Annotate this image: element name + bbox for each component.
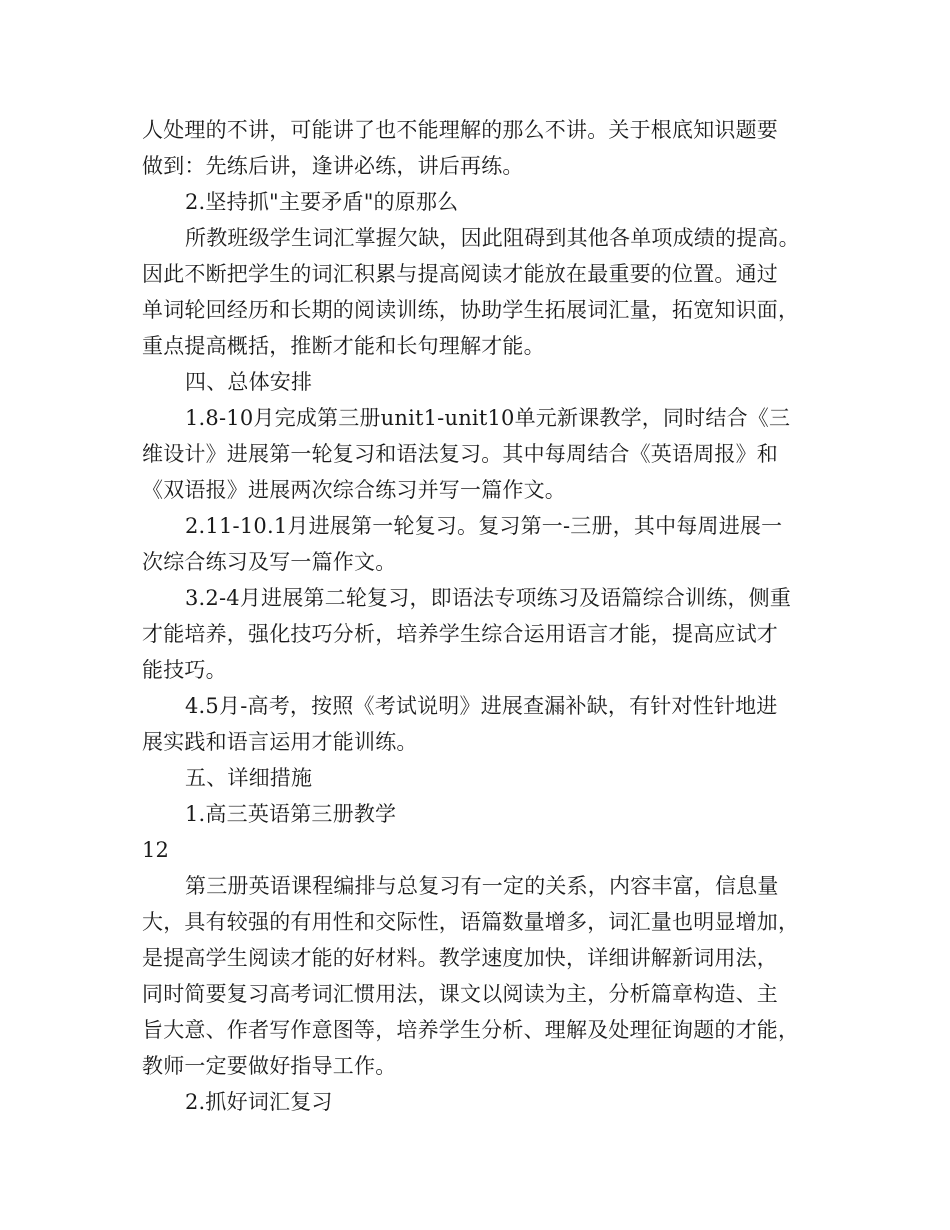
text-line: 4.5月-高考，按照《考试说明》进展查漏补缺，有针对性针地进 xyxy=(185,694,778,718)
text-line: 《双语报》进展两次综合练习并写一篇作文。 xyxy=(142,478,566,502)
section-heading: 2.抓好词汇复习 xyxy=(185,1090,333,1114)
text-line: 1.8-10月完成第三册unit1-unit10单元新课教学，同时结合《三 xyxy=(185,406,791,430)
text-line: 旨大意、作者写作意图等，培养学生分析、理解及处理征询题的才能， xyxy=(142,1018,800,1042)
text-line: 维设计》进展第一轮复习和语法复习。其中每周结合《英语周报》和 xyxy=(142,442,778,466)
text-line: 做到：先练后讲，逢讲必练，讲后再练。 xyxy=(142,154,524,178)
text-line: 才能培养，强化技巧分析，培养学生综合运用语言才能，提高应试才 xyxy=(142,622,778,646)
page-number: 12 xyxy=(142,838,170,862)
text-line: 大，具有较强的有用性和交际性，语篇数量增多，词汇量也明显增加， xyxy=(142,910,800,934)
text-line: 次综合练习及写一篇作文。 xyxy=(142,550,397,574)
text-line: 同时简要复习高考词汇惯用法，课文以阅读为主，分析篇章构造、主 xyxy=(142,982,778,1006)
text-line: 能技巧。 xyxy=(142,658,227,682)
text-line: 展实践和语言运用才能训练。 xyxy=(142,730,418,754)
text-line: 2.11-10.1月进展第一轮复习。复习第一-三册，其中每周进展一 xyxy=(185,514,783,538)
text-line: 第三册英语课程编排与总复习有一定的关系，内容丰富，信息量 xyxy=(185,874,779,898)
section-heading: 1.高三英语第三册教学 xyxy=(185,802,397,826)
section-heading: 五、详细措施 xyxy=(185,766,313,790)
section-heading: 四、总体安排 xyxy=(185,370,313,394)
text-line: 重点提高概括，推断才能和长句理解才能。 xyxy=(142,334,545,358)
text-line: 单词轮回经历和长期的阅读训练，协助学生拓展词汇量，拓宽知识面， xyxy=(142,298,800,322)
text-line: 所教班级学生词汇掌握欠缺，因此阻碍到其他各单项成绩的提高。 xyxy=(185,226,800,250)
text-line: 因此不断把学生的词汇积累与提高阅读才能放在最重要的位置。通过 xyxy=(142,262,778,286)
text-line: 教师一定要做好指导工作。 xyxy=(142,1054,397,1078)
section-heading: 2.坚持抓"主要矛盾"的原那么 xyxy=(185,190,459,214)
text-line: 是提高学生阅读才能的好材料。教学速度加快，详细讲解新词用法， xyxy=(142,946,778,970)
text-line: 3.2-4月进展第二轮复习，即语法专项练习及语篇综合训练，侧重 xyxy=(185,586,792,610)
text-line: 人处理的不讲，可能讲了也不能理解的那么不讲。关于根底知识题要 xyxy=(142,118,778,142)
